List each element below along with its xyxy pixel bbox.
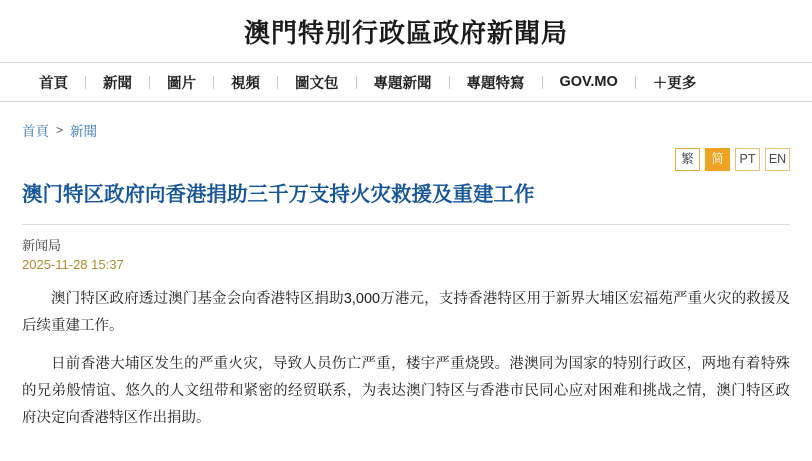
lang-button-en[interactable]: EN	[765, 148, 790, 171]
article-headline: 澳门特区政府向香港捐助三千万支持火灾救援及重建工作	[22, 183, 535, 206]
article-divider	[22, 224, 790, 225]
nav-item-govmo[interactable]: GOV.MO	[559, 74, 618, 90]
nav-item-news[interactable]: 新聞	[103, 75, 132, 92]
breadcrumb-current[interactable]: 新聞	[70, 124, 98, 139]
article-paragraph: 澳门特区政府透过澳门基金会向香港特区捐助3,000万港元，支持香港特区用于新界大埔区宏福苑严重火灾的救援及后续重建工作。	[22, 290, 790, 334]
lang-button-traditional[interactable]: 繁	[675, 148, 700, 171]
language-switcher-row	[0, 140, 812, 171]
breadcrumb	[0, 102, 812, 140]
nav-item-video[interactable]: 視頻	[231, 75, 260, 92]
article-paragraph: 日前香港大埔区发生的严重火灾，导致人员伤亡严重，楼宇严重烧毁。港澳同为国家的特别行政区，两地有着特殊的兄弟般情谊、悠久的人文纽带和紧密的经贸联系，为表达澳门特区与香港市民同心应对困难和挑战之情，澳门特区政府决定向香港特区作出捐助。	[22, 356, 790, 426]
article	[0, 171, 812, 432]
nav-item-photos[interactable]: 圖片	[167, 75, 196, 92]
nav-item-special-news[interactable]: 專題新聞	[373, 75, 432, 92]
lang-button-pt[interactable]: PT	[735, 148, 760, 171]
article-date: 2025-11-28 15:37	[22, 256, 124, 272]
main-navigation	[0, 62, 812, 102]
site-title: 澳門特別行政區政府新聞局	[243, 18, 568, 48]
language-switcher	[675, 148, 790, 171]
nav-item-home[interactable]: 首頁	[39, 75, 68, 92]
lang-button-simplified[interactable]: 简	[705, 148, 730, 171]
nav-item-more[interactable]: ＋更多	[652, 75, 697, 92]
breadcrumb-home[interactable]: 首頁	[22, 124, 49, 139]
nav-list	[22, 72, 790, 93]
article-source: 新闻局	[22, 237, 62, 253]
site-header	[0, 0, 812, 62]
nav-item-infopack[interactable]: 圖文包	[295, 75, 339, 92]
nav-item-special-feature[interactable]: 專題特寫	[466, 75, 525, 92]
breadcrumb-separator-icon: >	[56, 123, 64, 137]
